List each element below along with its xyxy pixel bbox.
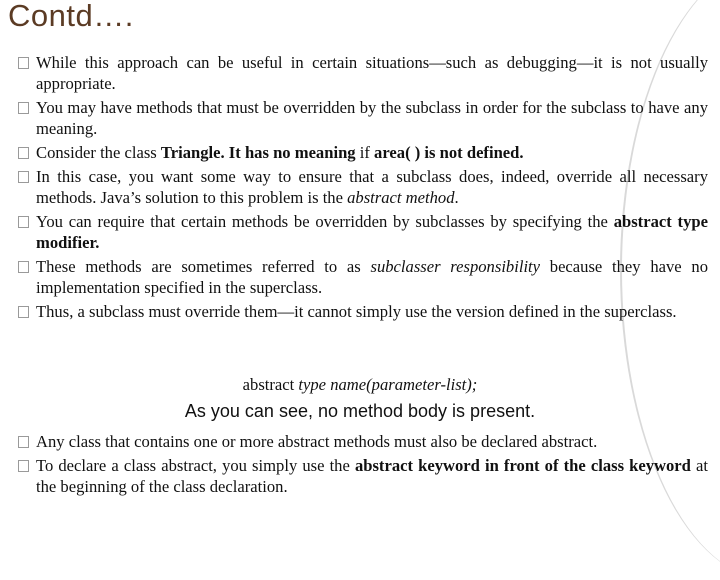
syntax-signature: type name(parameter-list); (294, 375, 478, 394)
bullet-text (36, 432, 597, 451)
bullet-text-segment: You may have methods that must be overridden by the subclass in order for the subclass to have any meaning. (36, 98, 708, 138)
syntax-line (0, 375, 720, 395)
bullet-text-segment: These methods are sometimes referred to as (36, 257, 371, 276)
bullet-list (18, 52, 708, 325)
bullet-text-segment: area( ) is not defined. (374, 143, 524, 162)
bullet-text (36, 456, 708, 496)
bullet-item (18, 52, 708, 94)
bullet-text (36, 257, 708, 297)
bullet-item (18, 301, 708, 322)
bullet-box-icon (18, 261, 29, 273)
bullet-box-icon (18, 306, 29, 318)
bullet-text (36, 302, 677, 321)
bullet-box-icon (18, 147, 29, 159)
bullet-text-segment: abstract keyword in front of the class keyword (354, 456, 691, 475)
bullet-box-icon (18, 460, 29, 472)
bullet-text (36, 53, 708, 93)
bullet-item (18, 97, 708, 139)
bullet-list-2 (18, 431, 708, 500)
bullet-item (18, 142, 708, 163)
bullet-text-segment: In this case, you want some way to ensure that a subclass does, indeed, override all necessary methods. Java’s solution to this problem is the (36, 167, 708, 207)
bullet-item (18, 166, 708, 208)
bullet-text-segment: Any class that contains one or more abstract methods must also be declared abstract. (36, 432, 598, 451)
bullet-text-segment: abstract method (347, 188, 455, 207)
bullet-box-icon (18, 171, 29, 183)
bullet-text-segment: abstract type modifier. (36, 212, 708, 252)
bullet-item (18, 431, 708, 452)
bullet-text-segment: While this approach can be useful in certain situations—such as debugging—it is not usually appropriate. (36, 53, 708, 93)
bullet-box-icon (18, 436, 29, 448)
bullet-box-icon (18, 102, 29, 114)
bullet-text-segment: To declare a class abstract, you simply use the (36, 456, 355, 475)
bullet-item (18, 455, 708, 497)
slide-title: Contd…. (8, 0, 134, 33)
bullet-text-segment: if (355, 143, 375, 162)
bullet-box-icon (18, 216, 29, 228)
bullet-text (36, 98, 708, 138)
bullet-item (18, 256, 708, 298)
bullet-text (36, 167, 708, 207)
note-text: As you can see, no method body is present. (184, 401, 536, 421)
bullet-text-segment: subclasser responsibility (370, 257, 541, 276)
bullet-text-segment: because they have no implementation specified in the superclass. (36, 257, 708, 297)
bullet-text-segment: Consider the class (36, 143, 161, 162)
bullet-text-segment: Triangle. It has no meaning (160, 143, 356, 162)
bullet-text-segment: . (454, 188, 459, 207)
bullet-item (18, 211, 708, 253)
bullet-text (36, 143, 524, 162)
bullet-text-segment: You can require that certain methods be overridden by subclasses by specifying the (36, 212, 614, 231)
syntax-keyword: abstract (242, 375, 295, 394)
bullet-text-segment: at the beginning of the class declaration. (36, 456, 708, 496)
bullet-text (36, 212, 708, 252)
bullet-text-segment: Thus, a subclass must override them—it cannot simply use the version defined in the superclass. (36, 302, 677, 321)
bullet-box-icon (18, 57, 29, 69)
